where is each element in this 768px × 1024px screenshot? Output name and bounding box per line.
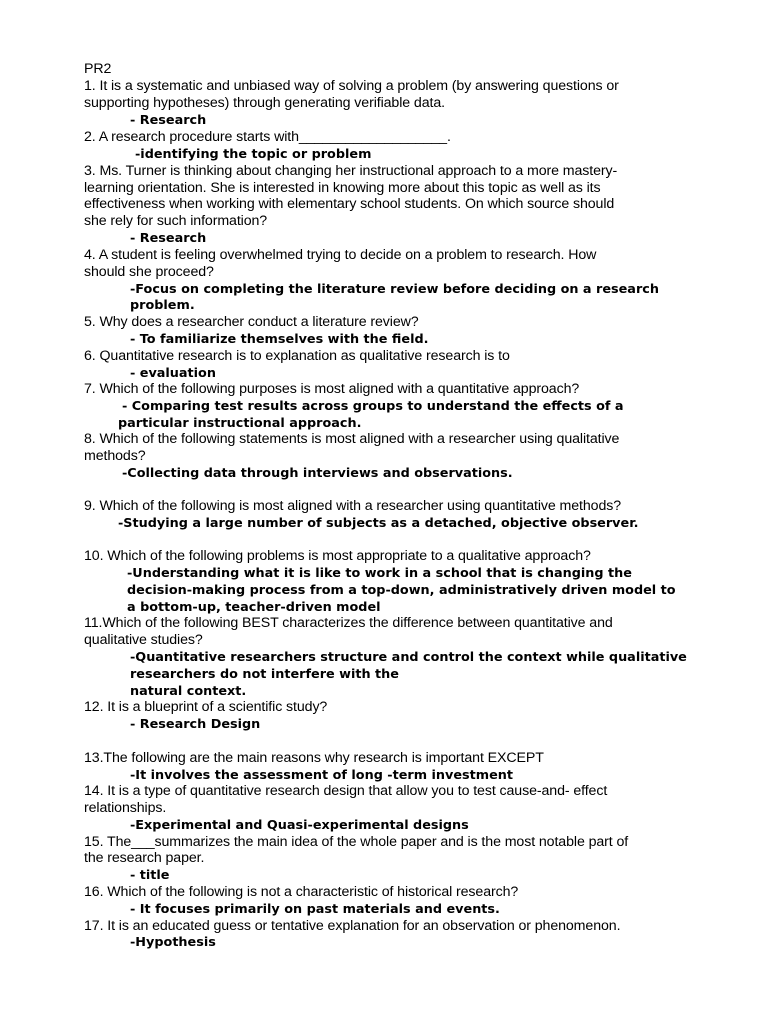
question-10: 10. Which of the following problems is most appropriate to a qualitative approach?: [84, 548, 591, 564]
answer-1: - Research: [130, 113, 207, 128]
document-title: PR2: [84, 61, 112, 77]
question-16: 16. Which of the following is not a characteristic of historical research?: [84, 884, 519, 900]
answer-16: - It focuses primarily on past materials and events.: [130, 902, 500, 917]
question-6: 6. Quantitative research is to explanation as qualitative research is to: [84, 348, 510, 364]
question-13: 13.The following are the main reasons why research is important EXCEPT: [84, 750, 544, 766]
question-17: 17. It is an educated guess or tentative explanation for an observation or phenomenon.: [84, 918, 621, 934]
document-page: PR2 1. It is a systematic and unbiased way of solving a problem (by answering questions or supporting hypotheses) through generating verifiable data. - Research 2. A research procedure starts with___________________. -identifying the topic or problem 3. Ms. Turner is thinking about changing her instructional approach to a more mastery- learning orientation. She is interested in knowing more about this topic as well as its effectiveness when working with elementary school students. On which source should she rely for such information? - Research 4. A student is feeling overwhelmed trying to decide on a problem to research. How should she proceed? -Focus on completing the literature review before deciding on a research problem. 5. Why does a researcher conduct a literature review? - To familiarize themselves with the field. 6. Quantitative research is to explanation as qualitative research is to - evaluation 7. Which of the following purposes is most aligned with a quantitative approach? - Comparing test results across groups to understand the effects of a particular instructional approach. 8. Which of the following statements is most aligned with a researcher using qualitative methods? -Collecting data through interviews and observations. 9. Which of the following is most aligned with a researcher using quantitative methods? -Studying a large number of subjects as a detached, objective observer. 10. Which of the following problems is most appropriate to a qualitative approach? -Understanding what it is like to work in a school that is changing the decision-making process from a top-down, administratively driven model to a bottom-up, teacher-driven model 11.Which of the following BEST characterizes the difference between quantitative and qualitative studies? -Quantitative researchers structure and control the context while qualitative researchers do not interfere with the natural context. 12. It is a blueprint of a scientific study? - Research Design 13.The following are the main reasons why research is important EXCEPT -It involves the assessment of long -term investment 14. It is a type of quantitative research design that allow you to test cause-and- effect relationships. -Experimental and Quasi-experimental designs 15. The___summarizes the main idea of the whole paper and is the most notable part of the research paper. - title 16. Which of the following is not a characteristic of historical research? - It focuses primarily on past materials and events. 17. It is an educated guess or tentative explanation for an observation or phenomenon. -Hypothesis: [84, 61, 687, 950]
answer-3: - Research: [130, 231, 207, 246]
answer-8: -Collecting data through interviews and observations.: [122, 466, 513, 481]
answer-14: -Experimental and Quasi-experimental designs: [130, 818, 469, 833]
answer-12: - Research Design: [130, 717, 261, 732]
answer-9: -Studying a large number of subjects as a detached, objective observer.: [118, 516, 639, 531]
answer-5: - To familiarize themselves with the field.: [130, 332, 429, 347]
answer-17: -Hypothesis: [130, 935, 216, 950]
question-2: 2. A research procedure starts with___________________.: [84, 129, 451, 145]
question-12: 12. It is a blueprint of a scientific study?: [84, 699, 328, 715]
question-5: 5. Why does a researcher conduct a literature review?: [84, 314, 419, 330]
answer-2: -identifying the topic or problem: [135, 147, 372, 162]
answer-6: - evaluation: [130, 366, 216, 381]
question-9: 9. Which of the following is most aligned with a researcher using quantitative methods?: [84, 498, 622, 514]
question-7: 7. Which of the following purposes is most aligned with a quantitative approach?: [84, 381, 580, 397]
answer-13: -It involves the assessment of long -term investment: [130, 768, 514, 783]
answer-15: - title: [130, 868, 170, 883]
